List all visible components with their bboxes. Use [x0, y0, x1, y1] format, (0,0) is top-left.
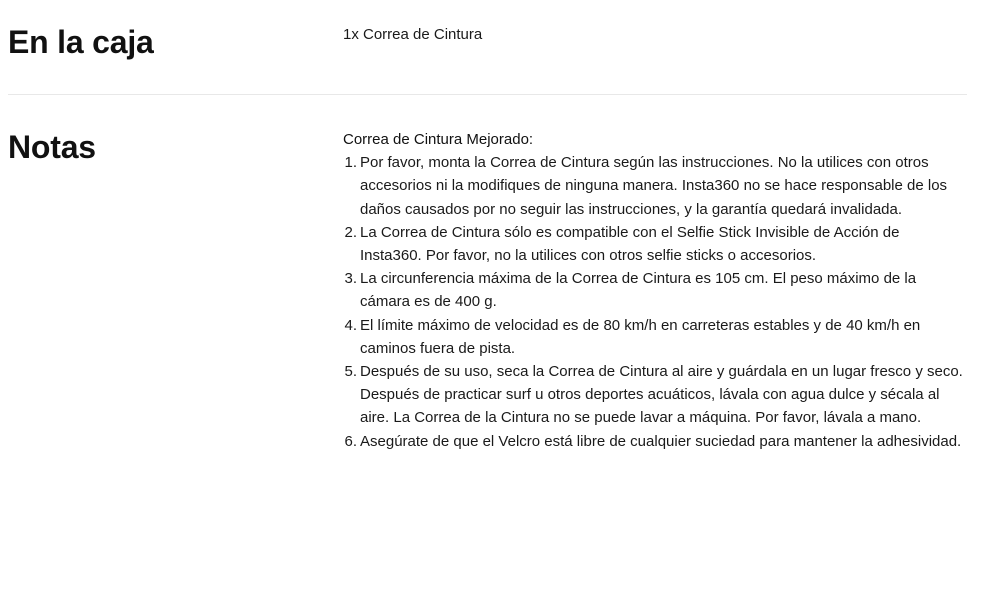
notes-list-item: Por favor, monta la Correa de Cintura según las instrucciones. No la utilices con otros accesorios ni la modifiques de ninguna manera. Insta360 no se hace responsable de los daños causados por no seguir las instrucciones, y la garantía quedará invalidada. [360, 154, 948, 218]
notes-title: Notas [8, 129, 96, 165]
notes-list-item: El límite máximo de velocidad es de 80 km/h en carreteras estables y de 40 km/h en caminos fuera de pista. [360, 316, 921, 357]
notes-heading: Correa de Cintura Mejorado: [343, 131, 534, 148]
notes-list [343, 151, 963, 453]
notes-list-item: La Correa de Cintura sólo es compatible con el Selfie Stick Invisible de Acción de Insta360. Por favor, no la utilices con otros selfie sticks o accesorios. [360, 223, 900, 265]
notes-list-item: Después de su uso, seca la Correa de Cintura al aire y guárdala en un lugar fresco y seco. Después de practicar surf u otros deportes acuáticos, lávala con agua dulce y sécala al aire. La Correa de la Cintura no se puede lavar a máquina. Por favor, lávala a mano. [360, 363, 963, 427]
notes-content [343, 128, 963, 453]
notes-list-item: La circunferencia máxima de la Correa de Cintura es 105 cm. El peso máximo de la cámara es de 400 g. [360, 270, 917, 311]
in-the-box-content: 1x Correa de Cintura [343, 26, 483, 43]
in-the-box-section [8, 0, 967, 95]
in-the-box-title: En la caja [8, 24, 154, 60]
notes-list-item: Asegúrate de que el Velcro está libre de cualquier suciedad para mantener la adhesividad. [360, 432, 962, 450]
